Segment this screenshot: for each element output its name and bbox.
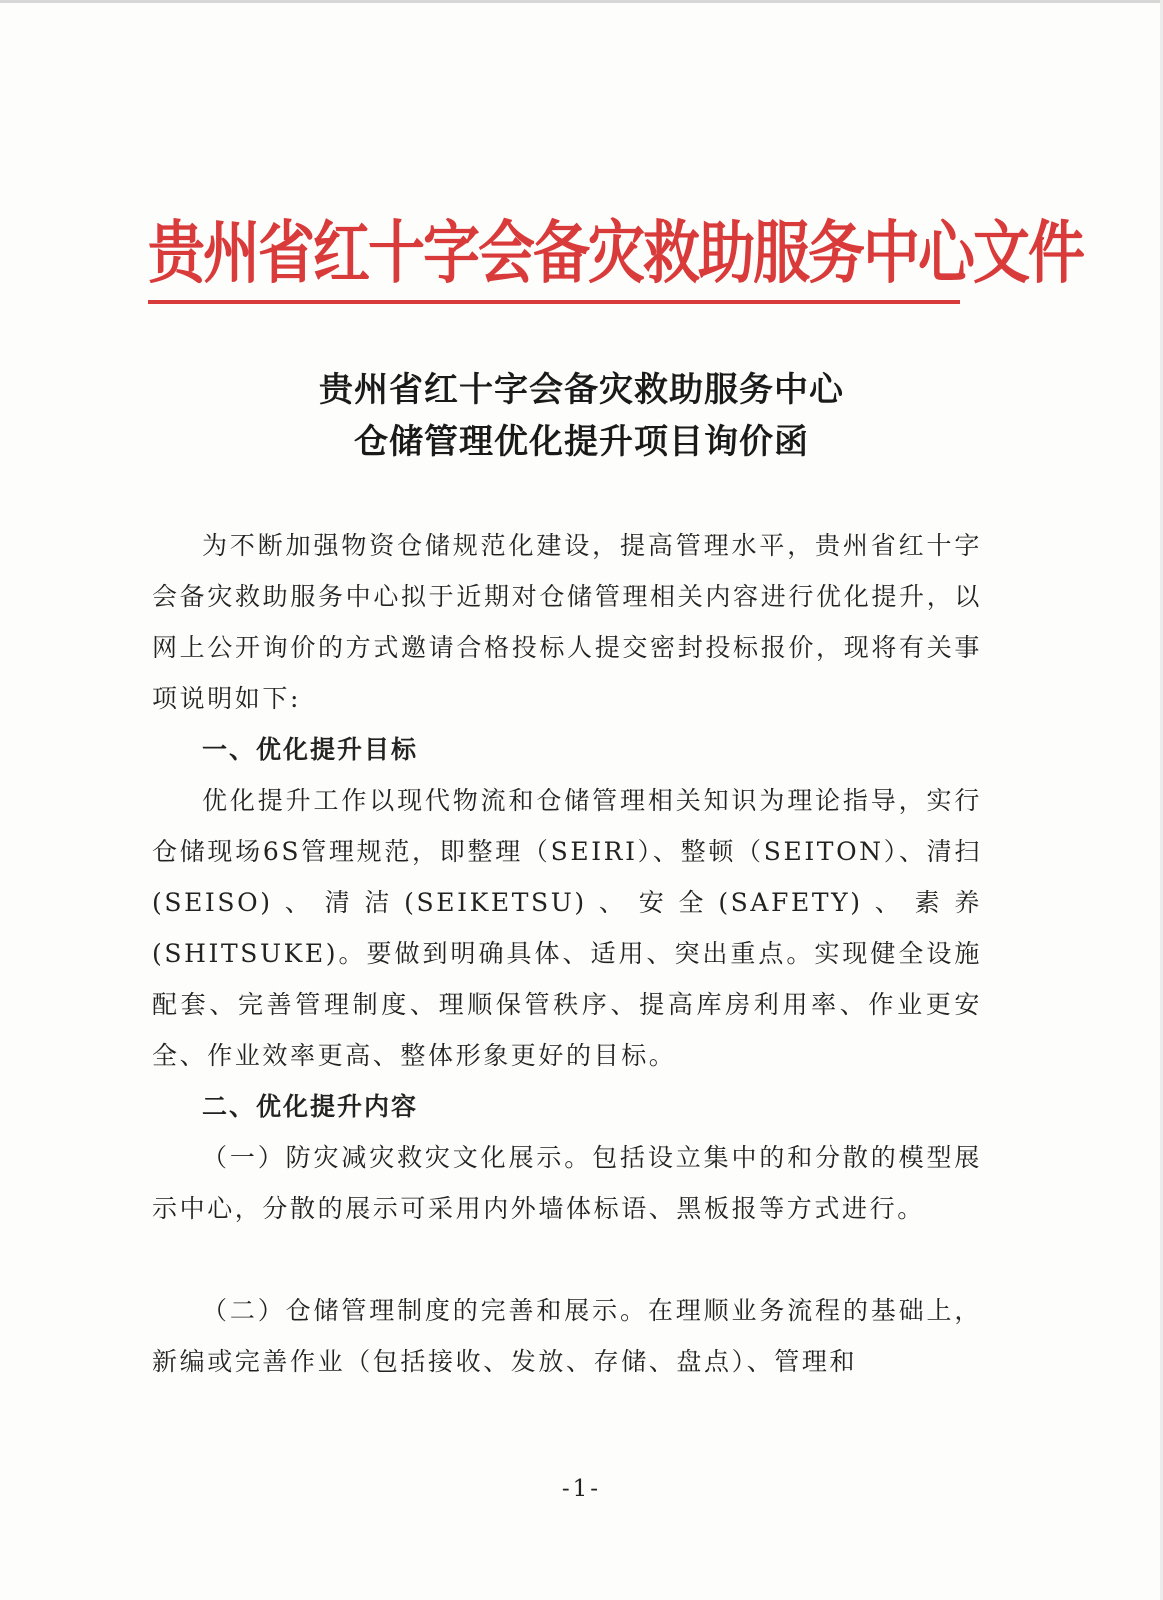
section1-block <box>152 775 982 1081</box>
document-masthead: 贵州省红十字会备灾救助服务中心文件 <box>148 212 1083 294</box>
document-title-line-1: 贵州省红十字会备灾救助服务中心 <box>319 370 844 410</box>
section2-item1-block <box>152 1132 982 1234</box>
intro-paragraph: 为不断加强物资仓储规范化建设，提高管理水平，贵州省红十字会备灾救助服务中心拟于近期对仓储管理相关内容进行优化提升，以网上公开询价的方式邀请合格投标人提交密封投标报价，现将有关事项说明如下: <box>152 531 982 713</box>
page-number: -1- <box>561 1476 602 1502</box>
section2-item2-paragraph: （二）仓储管理制度的完善和展示。在理顺业务流程的基础上，新编或完善作业（包括接收、发放、存储、盘点）、管理和 <box>152 1296 982 1376</box>
section1-heading-block <box>152 724 982 775</box>
section1-paragraph: 优化提升工作以现代物流和仓储管理相关知识为理论指导，实行仓储现场6S管理规范，即整理（SEIRI）、整顿（SEITON）、清扫(SEISO)、清洁(SEIKETSU)、安全(SAFETY)、素养(SHITSUKE)。要做到明确具体、适用、突出重点。实现健全设施配套、完善管理制度、理顺保管秩序、提高库房利用率、作业更安全、作业效率更高、整体形象更好的目标。 <box>152 786 982 1070</box>
section2-heading: 二、优化提升内容 <box>202 1092 419 1121</box>
intro-block <box>152 520 982 724</box>
section2-item1-paragraph: （一）防灾减灾救灾文化展示。包括设立集中的和分散的模型展示中心，分散的展示可采用内外墙体标语、黑板报等方式进行。 <box>152 1143 982 1223</box>
section1-heading: 一、优化提升目标 <box>202 735 419 764</box>
document-title-line-2: 仓储管理优化提升项目询价函 <box>354 422 809 462</box>
scan-edge-top <box>0 0 1163 3</box>
masthead-red-rule <box>148 300 960 304</box>
section2-heading-block <box>152 1081 982 1132</box>
section2-item2-block <box>152 1285 982 1387</box>
